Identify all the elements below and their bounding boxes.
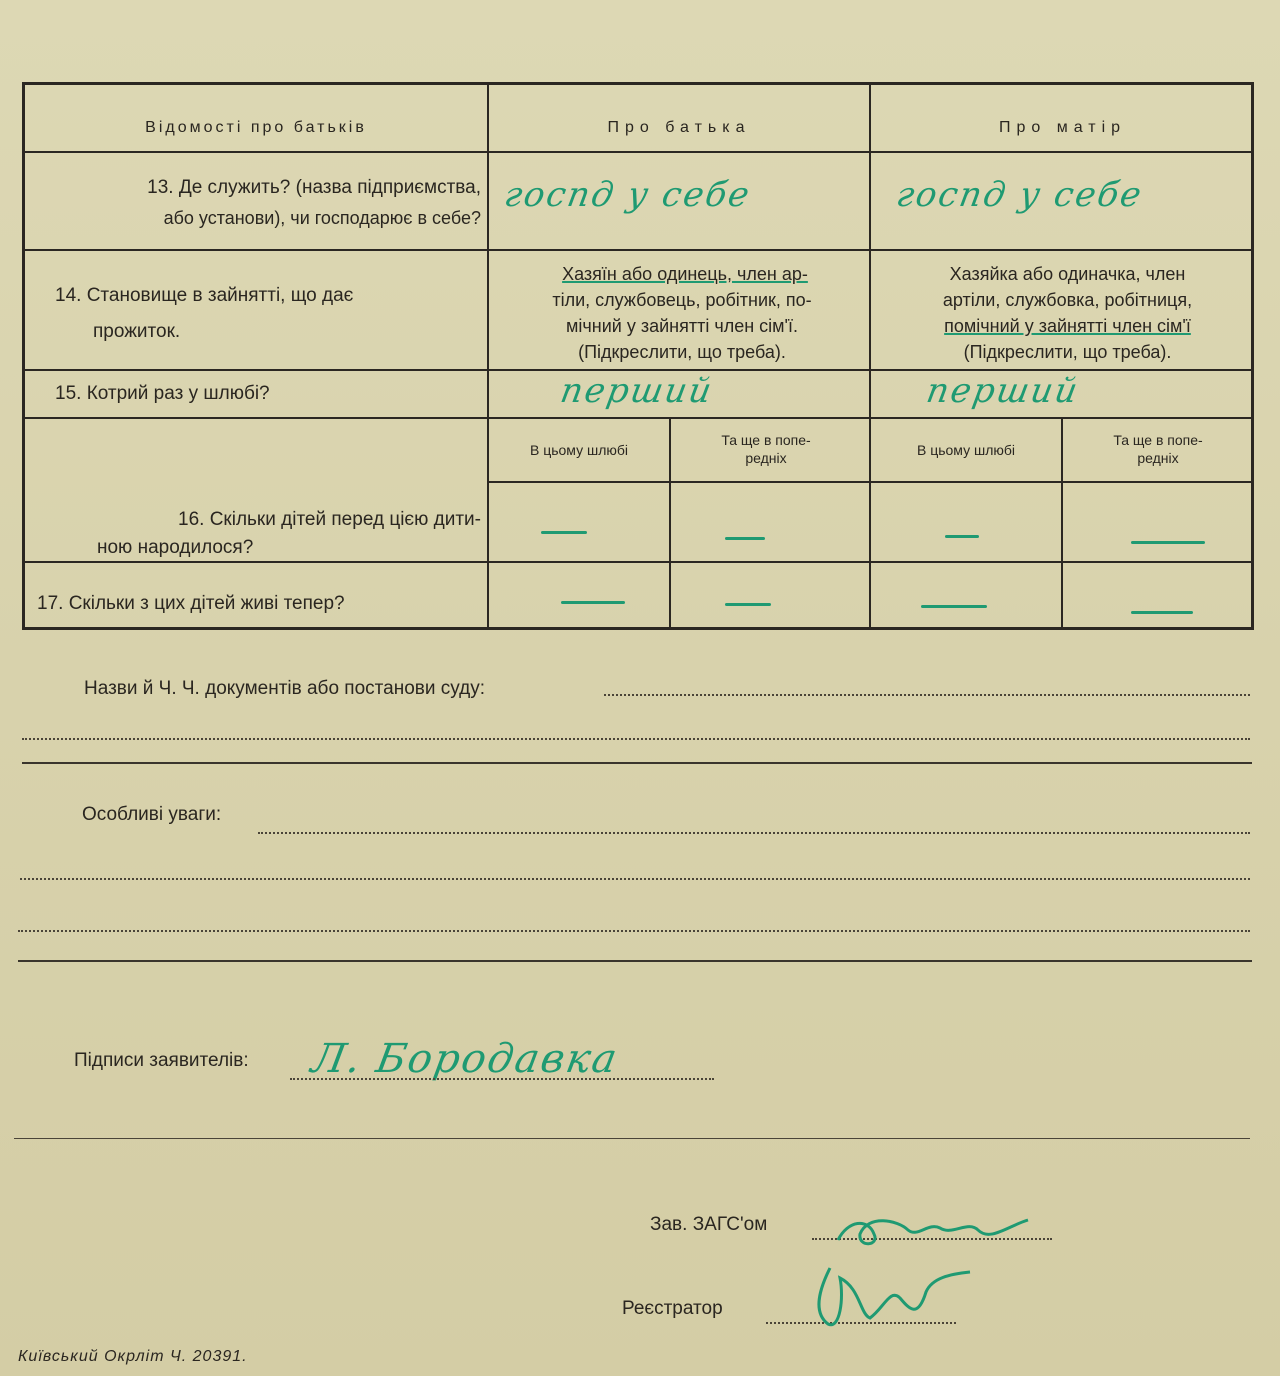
row16-mother-prev-dash — [1131, 541, 1205, 544]
header-parents-info: Відомості про батьків — [145, 119, 367, 136]
documents-label: Назви й Ч. Ч. документів або постанови суду: — [84, 678, 485, 699]
table-divider — [25, 561, 1254, 563]
row16-father-this-dash — [541, 531, 587, 534]
row15-label: 15. Котрий раз у шлюбі? — [55, 383, 270, 404]
row14-father-line-2: тіли, службовець, робітник, по- — [552, 290, 812, 310]
table-divider — [869, 85, 871, 630]
applicant-signature: Л. Бородавка — [307, 1036, 623, 1082]
row14-mother-line-2: артіли, службовка, робітниця, — [942, 290, 1193, 310]
row14-father-line-1 — [505, 261, 865, 287]
underlined-option-master: Хазяїн або одинець, член ар- — [562, 264, 808, 284]
notes-dotted-line — [18, 930, 1250, 932]
row14-label-2: прожиток. — [93, 321, 181, 342]
row17-mother-prev-dash — [1131, 611, 1193, 614]
row17-father-prev-dash — [725, 603, 771, 606]
header-father: Про батька — [607, 119, 751, 136]
documents-dotted-line — [22, 738, 1250, 740]
row14-mother-line-3 — [885, 313, 1250, 339]
printer-imprint: Київський Окрліт Ч. 20391. — [18, 1348, 248, 1365]
row13-father-value: госпд у себе — [501, 175, 755, 215]
section-separator — [22, 762, 1252, 764]
row14-label-1: 14. Становище в зайнятті, що дає — [55, 285, 354, 306]
subheader-father-this-marriage: В цьому шлюбі — [529, 442, 629, 458]
registrar-signature-mark — [800, 1258, 980, 1338]
row13-label-1: 13. Де служить? (назва підприємства, — [147, 177, 481, 198]
table-divider — [25, 249, 1254, 251]
row16-label-2: ною народилося? — [97, 537, 254, 558]
signature-dotted-line — [290, 1078, 714, 1080]
row17-father-this-dash — [561, 601, 625, 604]
table-divider — [25, 417, 1254, 419]
row15-mother-value: перший — [923, 371, 1083, 411]
row17-label: 17. Скільки з цих дітей живі тепер? — [37, 593, 345, 614]
row15-father-value: перший — [557, 371, 717, 411]
row13-mother-value: госпд у себе — [893, 175, 1147, 215]
table-divider — [487, 481, 1254, 483]
row16-mother-this-dash — [945, 535, 979, 538]
row14-mother-line-4: (Підкреслити, що треба). — [963, 342, 1172, 362]
notes-dotted-line — [20, 878, 1250, 880]
signature-dotted-line — [14, 1138, 1250, 1139]
section-separator — [18, 960, 1252, 962]
header-mother: Про матір — [998, 119, 1127, 136]
row14-father-line-3: мічний у зайнятті член сім'ї. — [566, 316, 798, 336]
underlined-option-helper: помічний у зайнятті член сім'ї — [944, 316, 1191, 336]
subheader-father-previous — [671, 431, 861, 467]
row16-father-prev-dash — [725, 537, 765, 540]
subheader-mother-previous — [1063, 431, 1253, 467]
row16-label-1: 16. Скільки дітей перед цією дити- — [178, 509, 481, 530]
row14-father-line-4: (Підкреслити, що треба). — [578, 342, 786, 362]
subheader-mother-this-marriage: В цьому шлюбі — [916, 442, 1016, 458]
row14-mother-line-1: Хазяйка або одиначка, член — [949, 264, 1186, 284]
notes-dotted-line — [258, 832, 1250, 834]
subheader-text: Та ще в попе- — [1113, 432, 1203, 448]
signatures-label: Підписи заявителів: — [74, 1050, 249, 1071]
subheader-text: Та ще в попе- — [721, 432, 811, 448]
table-divider — [25, 151, 1254, 153]
head-registry-label: Зав. ЗАГС'ом — [650, 1214, 768, 1235]
notes-label: Особливі уваги: — [82, 804, 222, 825]
row13-label-2: або установи), чи господарює в себе? — [163, 208, 481, 228]
subheader-text: редніх — [745, 450, 787, 466]
row17-mother-this-dash — [921, 605, 987, 608]
head-signature-mark — [828, 1200, 1048, 1260]
documents-dotted-line — [604, 694, 1250, 696]
parents-info-table — [22, 82, 1254, 630]
registrar-label: Реєстратор — [622, 1298, 723, 1319]
table-divider — [487, 85, 489, 630]
subheader-text: редніх — [1137, 450, 1179, 466]
